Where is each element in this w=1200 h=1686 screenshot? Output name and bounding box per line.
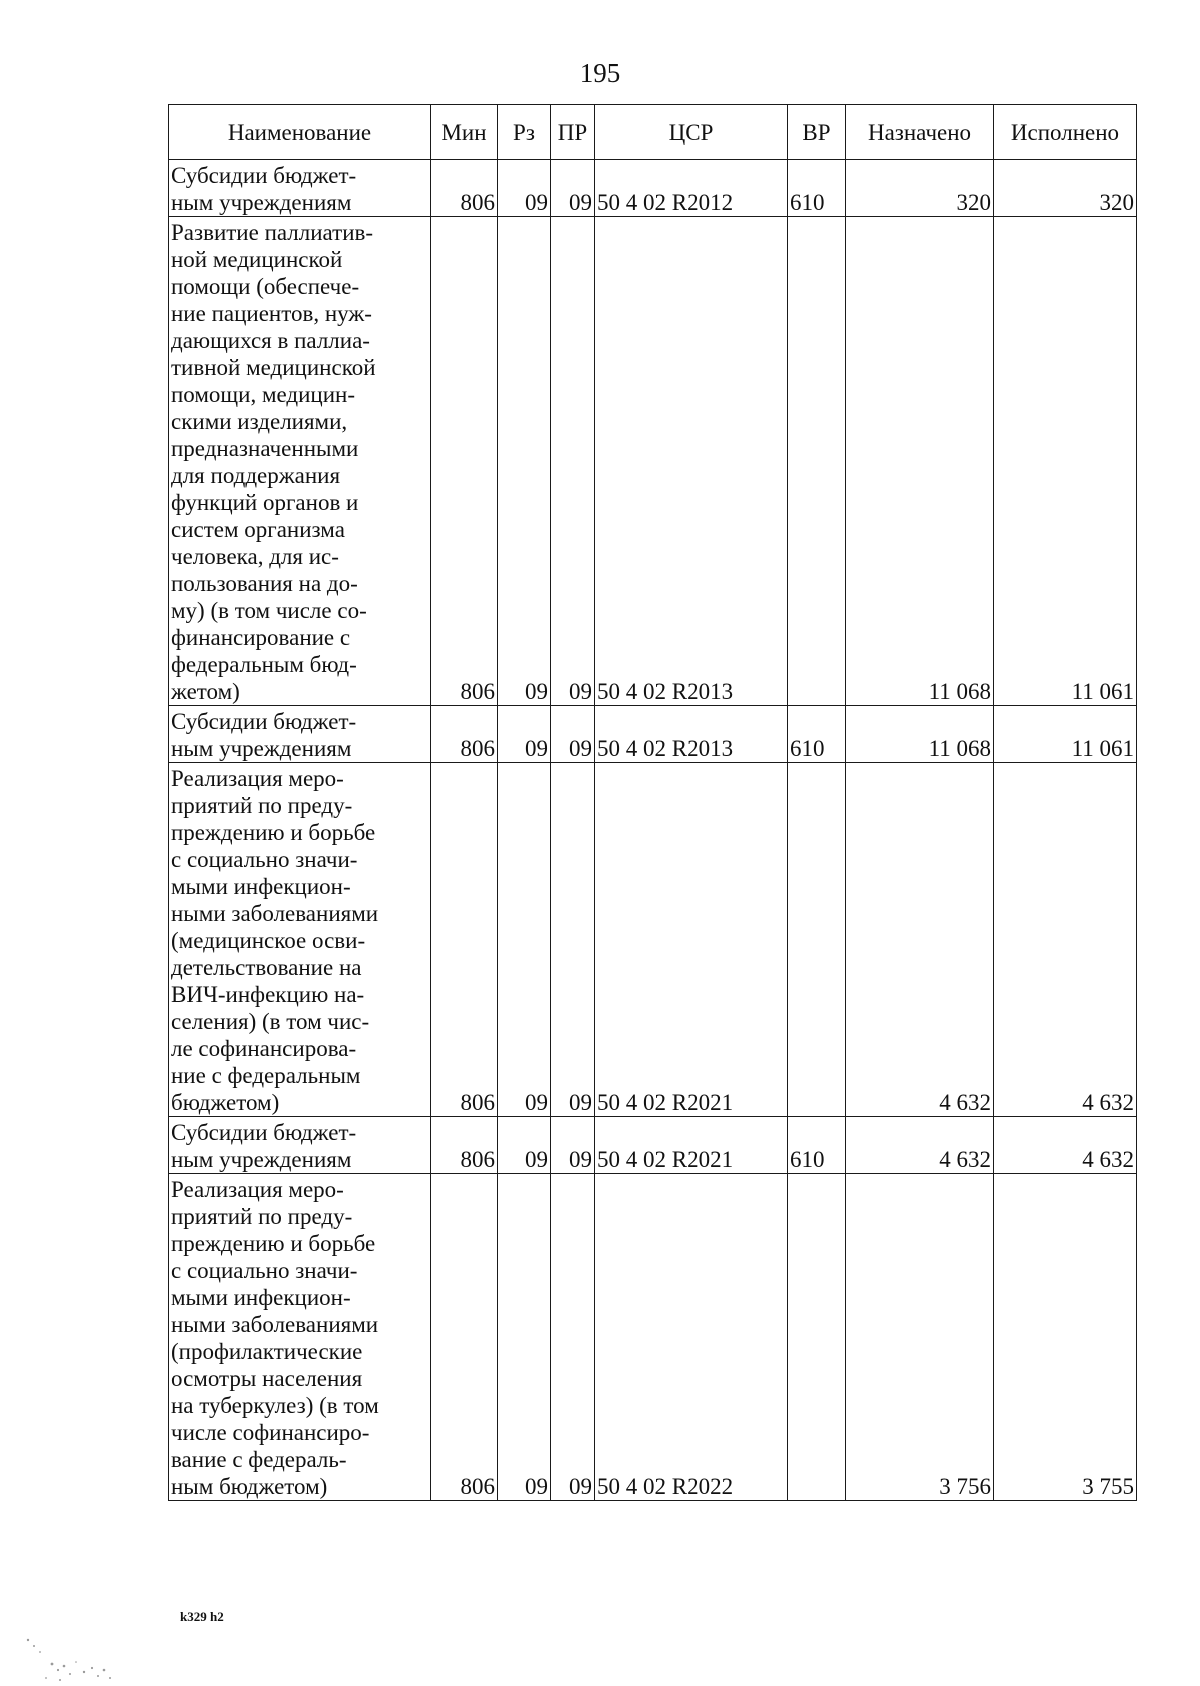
row-name-line: ным учреждениям — [171, 190, 352, 215]
row-name-line: мыми инфекцион- — [171, 1285, 351, 1310]
row-assigned: 3 756 — [846, 1174, 994, 1501]
scan-noise-decoration — [0, 1600, 130, 1686]
row-name — [169, 1174, 431, 1501]
row-csr: 50 4 02 R2022 — [595, 1174, 788, 1501]
row-name-line: Субсидии бюджет- — [171, 1120, 357, 1145]
row-csr: 50 4 02 R2021 — [595, 1117, 788, 1174]
row-name-line: мыми инфекцион- — [171, 874, 351, 899]
row-name-line: для поддержания — [171, 463, 341, 488]
row-csr: 50 4 02 R2021 — [595, 763, 788, 1117]
table-body — [169, 160, 1137, 1501]
row-vr — [788, 1174, 846, 1501]
row-executed: 320 — [994, 160, 1137, 217]
row-rz: 09 — [498, 160, 551, 217]
row-name — [169, 1117, 431, 1174]
row-rz: 09 — [498, 1174, 551, 1501]
row-name-line: селения) (в том чис- — [171, 1009, 370, 1034]
row-name-line: детельствование на — [171, 955, 362, 980]
row-pr: 09 — [551, 160, 595, 217]
row-vr — [788, 763, 846, 1117]
row-min: 806 — [431, 706, 498, 763]
row-name-line: вание с федераль- — [171, 1447, 347, 1472]
header-assigned: Назначено — [846, 105, 994, 160]
header-pr: ПР — [551, 105, 595, 160]
row-name-line: приятий по преду- — [171, 793, 353, 818]
row-name-line: преждению и борьбе — [171, 1231, 376, 1256]
row-vr — [788, 217, 846, 706]
row-name-line: ние пациентов, нуж- — [171, 301, 372, 326]
row-name — [169, 763, 431, 1117]
row-min: 806 — [431, 217, 498, 706]
row-executed: 11 061 — [994, 217, 1137, 706]
row-vr: 610 — [788, 706, 846, 763]
row-name-line: ВИЧ-инфекцию на- — [171, 982, 365, 1007]
table-row — [169, 763, 1137, 1117]
header-rz: Рз — [498, 105, 551, 160]
row-vr: 610 — [788, 1117, 846, 1174]
header-csr: ЦСР — [595, 105, 788, 160]
row-name-line: осмотры населения — [171, 1366, 363, 1391]
row-name-line: Реализация меро- — [171, 766, 344, 791]
table-row — [169, 1117, 1137, 1174]
row-name-line: тивной медицинской — [171, 355, 376, 380]
row-name-line: приятий по преду- — [171, 1204, 353, 1229]
row-name-line: скими изделиями, — [171, 409, 348, 434]
row-name — [169, 217, 431, 706]
row-min: 806 — [431, 1117, 498, 1174]
row-name-line: Субсидии бюджет- — [171, 163, 357, 188]
row-name-line: жетом) — [171, 679, 240, 704]
budget-table — [168, 104, 1137, 1501]
row-pr: 09 — [551, 763, 595, 1117]
row-name-line: пользования на до- — [171, 571, 358, 596]
row-executed: 4 632 — [994, 1117, 1137, 1174]
row-name-line: Субсидии бюджет- — [171, 709, 357, 734]
row-name-line: (профилактические — [171, 1339, 363, 1364]
row-name-line: помощи (обеспече- — [171, 274, 360, 299]
row-assigned: 4 632 — [846, 763, 994, 1117]
row-name-line: ным бюджетом) — [171, 1474, 328, 1499]
row-assigned: 11 068 — [846, 706, 994, 763]
row-pr: 09 — [551, 706, 595, 763]
row-name-line: числе софинансиро- — [171, 1420, 370, 1445]
page-number: 195 — [579, 58, 621, 88]
row-rz: 09 — [498, 763, 551, 1117]
row-csr: 50 4 02 R2013 — [595, 706, 788, 763]
row-csr: 50 4 02 R2012 — [595, 160, 788, 217]
row-assigned: 4 632 — [846, 1117, 994, 1174]
table-row — [169, 706, 1137, 763]
row-min: 806 — [431, 1174, 498, 1501]
header-min: Мин — [431, 105, 498, 160]
row-vr: 610 — [788, 160, 846, 217]
row-name-line: дающихся в паллиа- — [171, 328, 370, 353]
row-name-line: Развитие паллиатив- — [171, 220, 374, 245]
row-executed: 4 632 — [994, 763, 1137, 1117]
footer-code: k329 h2 — [180, 1609, 224, 1624]
row-name-line: (медицинское осви- — [171, 928, 366, 953]
row-name-line: систем организма — [171, 517, 345, 542]
row-pr: 09 — [551, 217, 595, 706]
row-pr: 09 — [551, 1117, 595, 1174]
row-name-line: му) (в том числе со- — [171, 598, 367, 623]
row-name-line: Реализация меро- — [171, 1177, 344, 1202]
row-name-line: функций органов и — [171, 490, 359, 515]
row-name-line: с социально значи- — [171, 847, 358, 872]
row-name — [169, 160, 431, 217]
row-name-line: федеральным бюд- — [171, 652, 357, 677]
row-name-line: ными заболеваниями — [171, 901, 379, 926]
row-name-line: ной медицинской — [171, 247, 343, 272]
row-assigned: 320 — [846, 160, 994, 217]
row-name-line: ние с федеральным — [171, 1063, 361, 1088]
table-header-row — [169, 105, 1137, 160]
table-row — [169, 160, 1137, 217]
row-name-line: ным учреждениям — [171, 1147, 352, 1172]
header-executed: Исполнено — [994, 105, 1137, 160]
row-name-line: преждению и борьбе — [171, 820, 376, 845]
row-rz: 09 — [498, 217, 551, 706]
row-name-line: ле софинансирова- — [171, 1036, 357, 1061]
header-name: Наименование — [169, 105, 431, 160]
row-rz: 09 — [498, 1117, 551, 1174]
table-row — [169, 217, 1137, 706]
row-name-line: с социально значи- — [171, 1258, 358, 1283]
row-executed: 11 061 — [994, 706, 1137, 763]
row-assigned: 11 068 — [846, 217, 994, 706]
row-min: 806 — [431, 763, 498, 1117]
table-row — [169, 1174, 1137, 1501]
row-pr: 09 — [551, 1174, 595, 1501]
row-name — [169, 706, 431, 763]
row-executed: 3 755 — [994, 1174, 1137, 1501]
row-name-line: помощи, медицин- — [171, 382, 355, 407]
row-csr: 50 4 02 R2013 — [595, 217, 788, 706]
row-name-line: на туберкулез) (в том — [171, 1393, 379, 1418]
row-name-line: человека, для ис- — [171, 544, 339, 569]
row-rz: 09 — [498, 706, 551, 763]
row-min: 806 — [431, 160, 498, 217]
row-name-line: финансирование с — [171, 625, 351, 650]
header-vr: ВР — [788, 105, 846, 160]
row-name-line: предназначенными — [171, 436, 359, 461]
row-name-line: ным учреждениям — [171, 736, 352, 761]
row-name-line: ными заболеваниями — [171, 1312, 379, 1337]
row-name-line: бюджетом) — [171, 1090, 280, 1115]
